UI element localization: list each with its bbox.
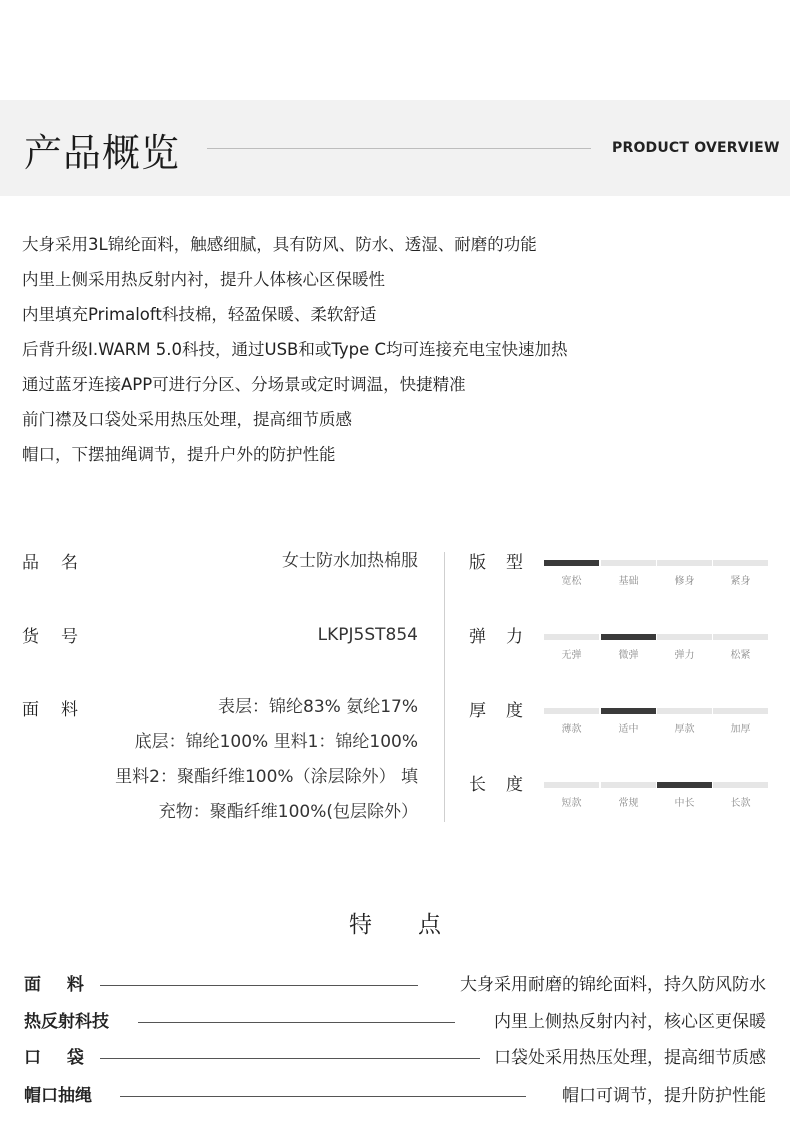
feature-desc: 帽口可调节，提升防护性能 [562, 1086, 766, 1106]
meter-segment [657, 782, 712, 788]
meter-option-label: 短款 [561, 798, 582, 809]
meter-segment [601, 782, 656, 788]
meter-track [544, 782, 768, 809]
meter-label: 弹力 [469, 627, 543, 647]
meter-option-label: 中长 [674, 798, 695, 809]
feature-desc: 口袋处采用热压处理，提高细节质感 [494, 1048, 766, 1068]
meter-segment [544, 708, 599, 714]
meter-segment [544, 634, 599, 640]
meter-segment [544, 782, 599, 788]
meter-segment [657, 708, 712, 714]
meter-segment [601, 634, 656, 640]
header-divider [207, 148, 591, 149]
feature-row [24, 1009, 766, 1035]
spec-value-name: 女士防水加热棉服 [282, 551, 418, 571]
meter-fit [469, 548, 769, 598]
description-line: 通过蓝牙连接APP可进行分区、分场景或定时调温，快捷精准 [22, 375, 466, 394]
spec-value-fabric [115, 690, 418, 830]
meter-segment [657, 634, 712, 640]
meter-segment [713, 782, 768, 788]
feature-row [24, 1083, 766, 1109]
feature-desc: 内里上侧热反射内衬，核心区更保暖 [494, 1012, 766, 1032]
meter-option-label: 弹力 [674, 650, 695, 661]
description-line: 后背升级I.WARM 5.0科技，通过USB和或Type C均可连接充电宝快速加热 [22, 340, 568, 359]
meter-option-label: 紧身 [730, 576, 751, 587]
meter-segment [713, 708, 768, 714]
meter-option-label: 适中 [618, 724, 639, 735]
page-title: 产品概览 [24, 131, 181, 175]
features-title: 特点 [349, 912, 487, 938]
feature-name: 热反射科技 [24, 1012, 109, 1032]
feature-leader-line [138, 1022, 455, 1023]
meter-track [544, 708, 768, 735]
meter-option-label: 宽松 [561, 576, 582, 587]
meter-segment [544, 560, 599, 566]
description-line: 内里上侧采用热反射内衬，提升人体核心区保暖性 [22, 270, 385, 289]
feature-leader-line [120, 1096, 526, 1097]
meter-option-label: 薄款 [561, 724, 582, 735]
description-line: 内里填充Primaloft科技棉，轻盈保暖、柔软舒适 [22, 305, 377, 324]
feature-leader-line [100, 985, 418, 986]
meter-option-label: 常规 [618, 798, 639, 809]
meter-track [544, 560, 768, 587]
spec-label-sku: 货号 [22, 627, 100, 647]
fabric-line: 底层：锦纶100% 里料1：锦纶100% [134, 732, 418, 752]
meter-label: 长度 [469, 775, 543, 795]
meter-option-label: 微弹 [618, 650, 639, 661]
meter-segment [713, 634, 768, 640]
fabric-line: 充物：聚酯纤维100%(包层除外） [158, 802, 418, 822]
feature-name: 面 料 [24, 975, 94, 995]
fabric-line: 表层：锦纶83% 氨纶17% [218, 697, 418, 717]
description-list [22, 232, 568, 477]
meter-track [544, 634, 768, 661]
feature-name: 帽口抽绳 [24, 1086, 92, 1106]
meter-label: 厚度 [469, 701, 543, 721]
meter-option-label: 长款 [730, 798, 751, 809]
meter-segment [601, 560, 656, 566]
feature-name: 口 袋 [24, 1048, 94, 1068]
meter-option-label: 加厚 [730, 724, 751, 735]
meter-option-label: 基础 [618, 576, 639, 587]
meter-option-label: 修身 [674, 576, 695, 587]
meter-length [469, 770, 769, 820]
fabric-line: 里料2：聚酯纤维100%（涂层除外） 填 [115, 767, 418, 787]
meter-thickness [469, 696, 769, 746]
feature-row [24, 972, 766, 998]
feature-desc: 大身采用耐磨的锦纶面料，持久防风防水 [460, 975, 766, 995]
page-subtitle: PRODUCT OVERVIEW [612, 140, 780, 156]
meter-option-label: 厚款 [674, 724, 695, 735]
spec-divider [444, 552, 445, 822]
meter-elasticity [469, 622, 769, 672]
overview-header [0, 100, 790, 196]
meter-option-label: 无弹 [561, 650, 582, 661]
spec-value-sku: LKPJ5ST854 [317, 625, 418, 645]
meter-segment [713, 560, 768, 566]
feature-leader-line [100, 1058, 480, 1059]
feature-row [24, 1045, 766, 1071]
meter-segment [601, 708, 656, 714]
description-line: 大身采用3L锦纶面料，触感细腻，具有防风、防水、透湿、耐磨的功能 [22, 235, 537, 254]
meter-label: 版型 [469, 553, 543, 573]
description-line: 帽口，下摆抽绳调节，提升户外的防护性能 [22, 445, 336, 464]
spec-label-fabric: 面料 [22, 700, 100, 720]
meter-option-label: 松紧 [730, 650, 751, 661]
spec-label-name: 品名 [22, 553, 100, 573]
meter-segment [657, 560, 712, 566]
description-line: 前门襟及口袋处采用热压处理，提高细节质感 [22, 410, 352, 429]
